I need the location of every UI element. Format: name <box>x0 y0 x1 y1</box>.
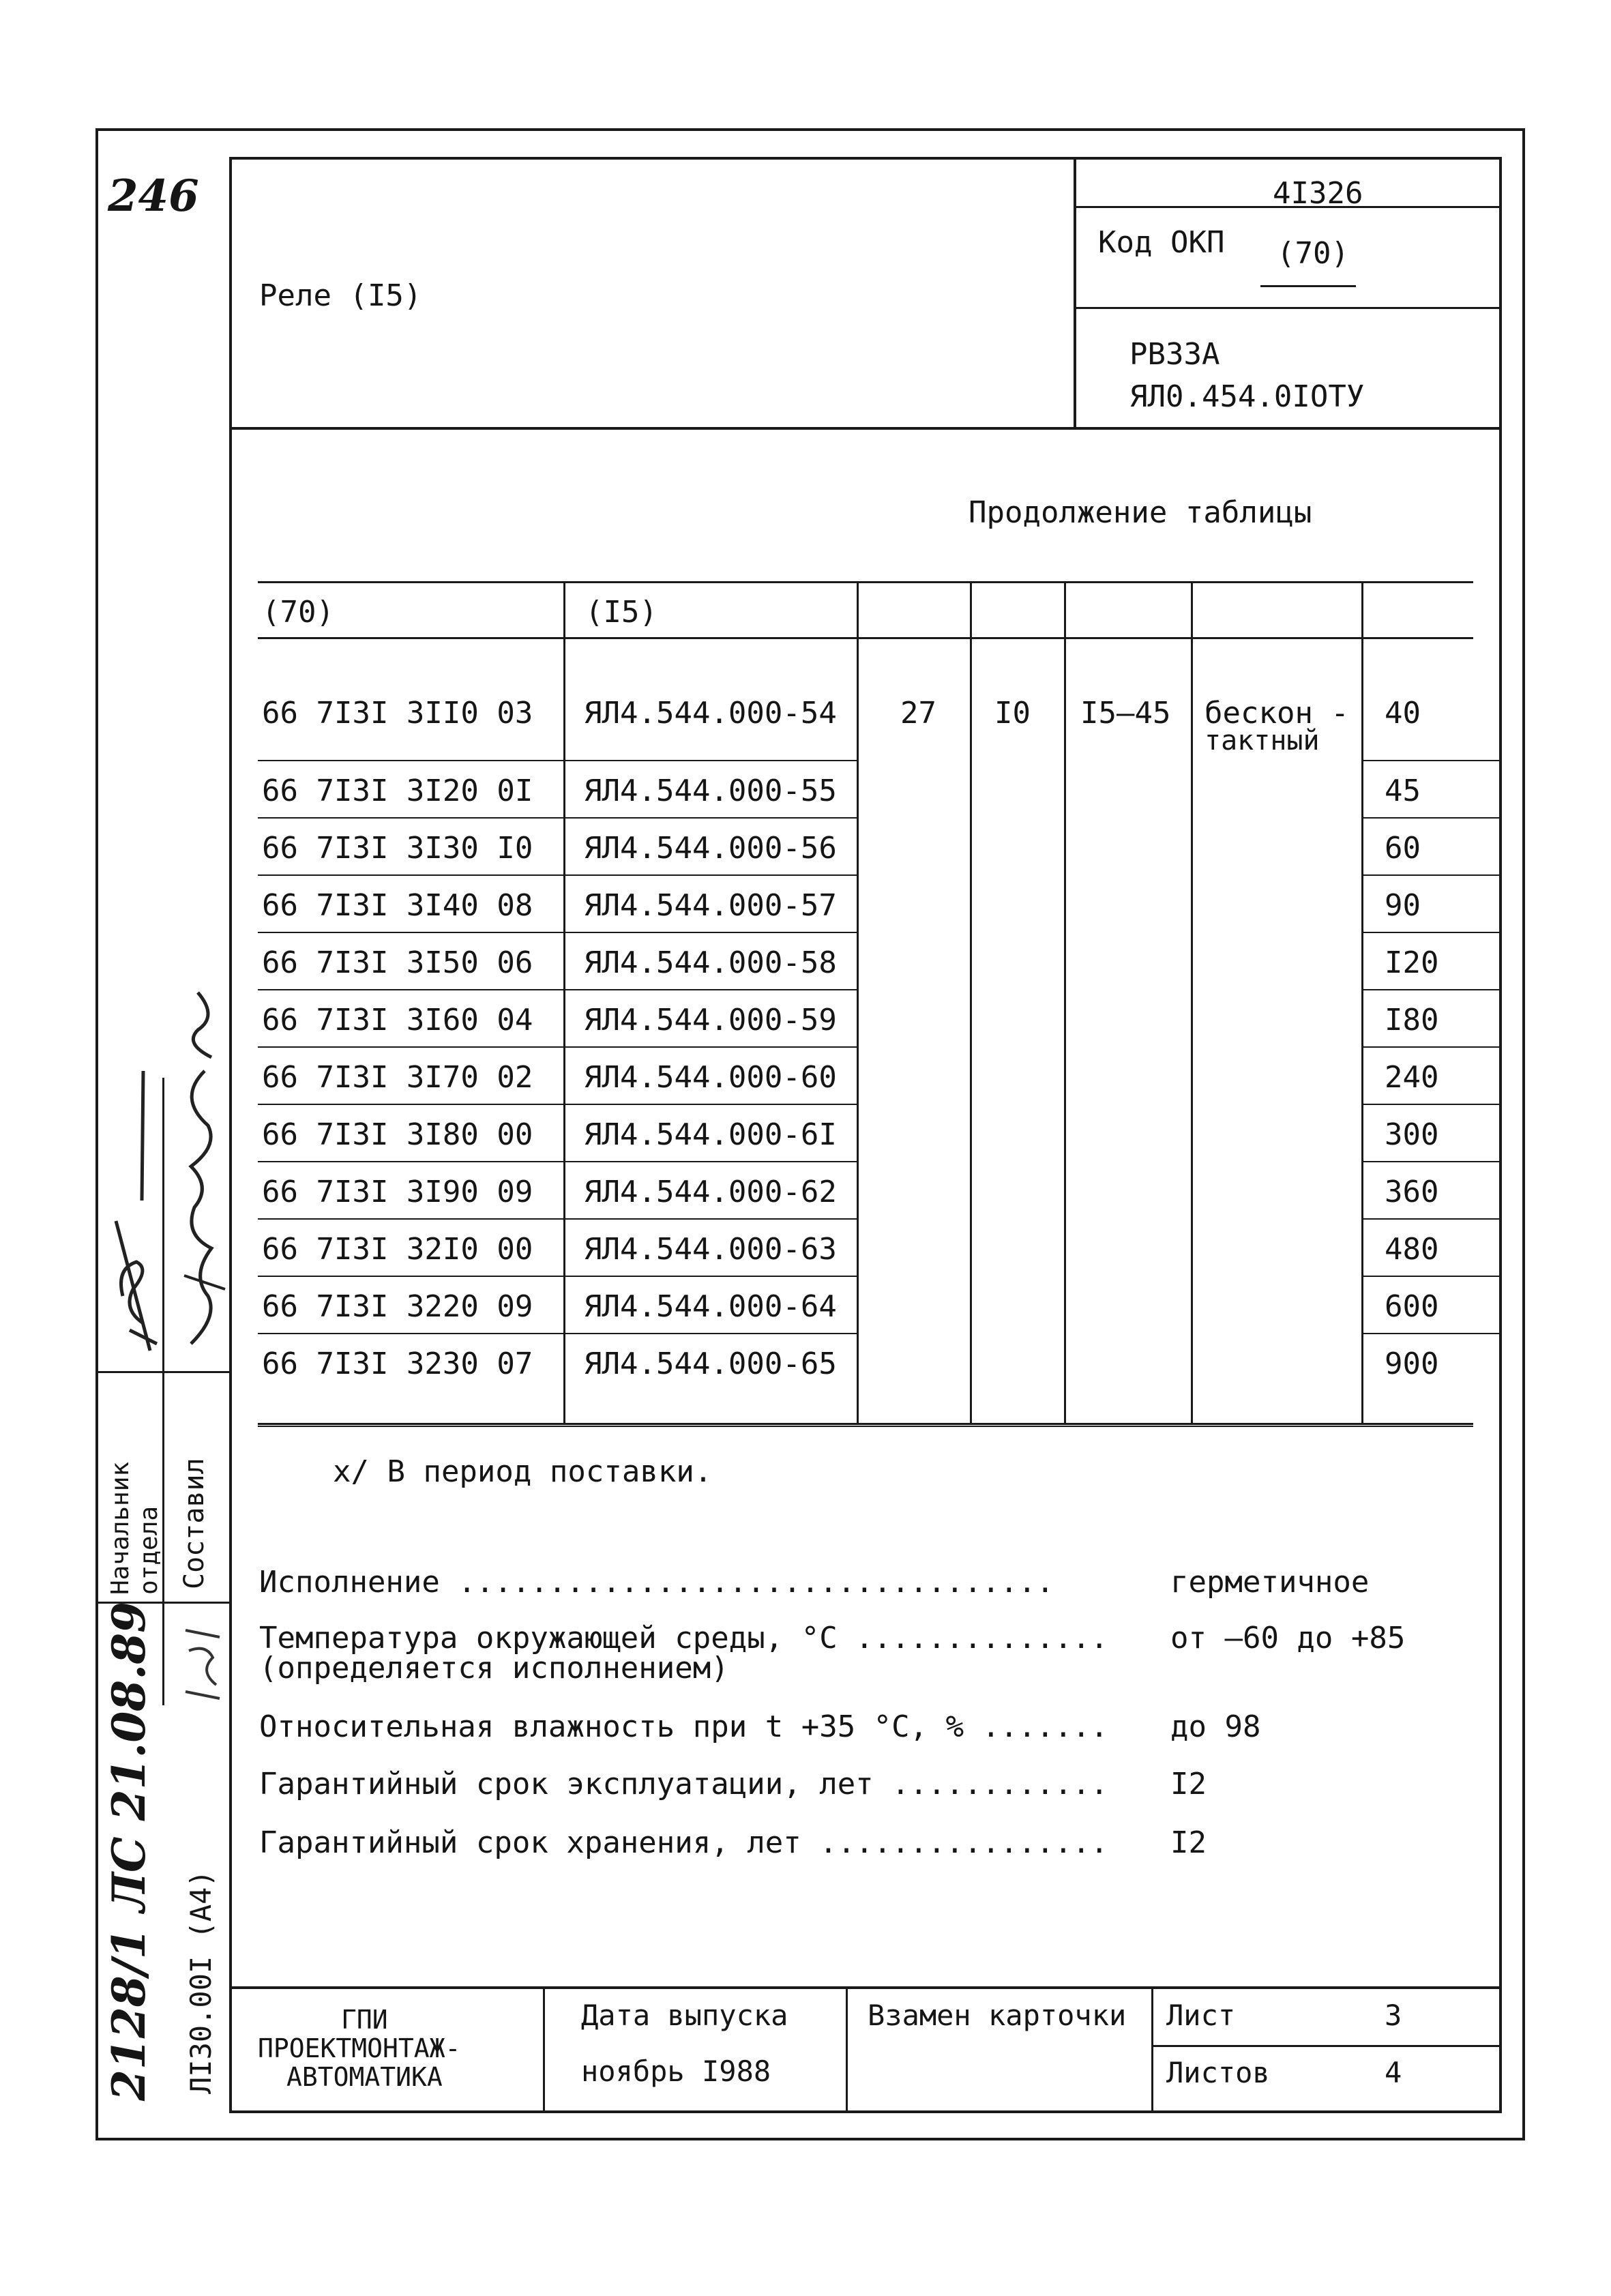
header-okp-class-underline <box>1260 285 1356 287</box>
okp-class: (70) <box>1277 236 1349 271</box>
row-designation: ЯЛ4.544.000-65 <box>584 1346 837 1381</box>
spec-label: Температура окружающей среды, °С .............. <box>259 1621 1109 1655</box>
footer-div-1 <box>543 1986 545 2112</box>
row-value: I80 <box>1385 1003 1439 1037</box>
spec-note: (определяется исполнением) <box>259 1651 729 1686</box>
row-code: 66 7I3I 3I50 06 <box>262 945 533 980</box>
sheets-label: Листов <box>1166 2056 1270 2089</box>
row-divider <box>258 874 858 876</box>
row-designation: ЯЛ4.544.000-54 <box>584 696 837 731</box>
row-value: 600 <box>1385 1289 1439 1324</box>
col-header-15: (I5) <box>585 595 657 630</box>
value-row-divider <box>1363 932 1499 933</box>
row-divider <box>258 1104 858 1105</box>
org-line-2: ПРОЕКТМОНТАЖ- <box>258 2033 461 2063</box>
footer-sheet-divider <box>1151 2045 1501 2047</box>
inner-bottom <box>229 2110 1502 2113</box>
spec-value: герметичное <box>1170 1565 1370 1600</box>
footnote: x/ В период поставки. <box>333 1454 713 1489</box>
row-divider <box>258 932 858 933</box>
inner-right <box>1499 157 1502 2113</box>
row-divider <box>258 817 858 819</box>
form-code: ЛI30.00I (А4) <box>184 1870 218 2094</box>
footer-div-2 <box>846 1986 848 2112</box>
product-title: Реле (I5) <box>259 278 422 313</box>
value-row-divider <box>1363 760 1499 761</box>
value-row-divider <box>1363 1046 1499 1048</box>
row-designation: ЯЛ4.544.000-58 <box>584 945 837 980</box>
row-code: 66 7I3I 3I20 0I <box>262 774 533 808</box>
side-box-top <box>95 1371 229 1373</box>
row-value: 40 <box>1385 696 1421 731</box>
issue-date-label: Дата выпуска <box>581 1999 788 2032</box>
row-code: 66 7I3I 3I80 00 <box>262 1117 533 1152</box>
row-designation: ЯЛ4.544.000-57 <box>584 888 837 923</box>
spec-label: Относительная влажность при t +35 °С, % ....... <box>259 1709 1109 1744</box>
col-line-6 <box>1361 581 1363 1424</box>
header-vertical-divider <box>1074 157 1076 428</box>
row-value: 900 <box>1385 1346 1439 1381</box>
compiled-by-label: Составил <box>179 1458 210 1589</box>
row-value: 60 <box>1385 831 1421 866</box>
row-designation: ЯЛ4.544.000-6I <box>584 1117 837 1152</box>
row-designation: ЯЛ4.544.000-60 <box>584 1060 837 1095</box>
row-divider <box>258 1161 858 1162</box>
shared-value-c3: 27 <box>900 696 936 731</box>
row-code: 66 7I3I 3I60 04 <box>262 1003 533 1037</box>
inner-top <box>229 157 1502 160</box>
frame-left <box>95 128 98 2140</box>
replaces-card-label: Взамен карточки <box>868 1999 1127 2032</box>
shared-value-c6-line2: тактный <box>1204 725 1320 756</box>
spec-value: до 98 <box>1170 1709 1261 1744</box>
col-line-3 <box>970 581 972 1424</box>
row-value: 300 <box>1385 1117 1439 1152</box>
row-code: 66 7I3I 3II0 03 <box>262 696 533 731</box>
handwritten-stamp: 2128/1 ЛС 21.08.89 <box>102 1601 156 2101</box>
spec-label: Исполнение ................................. <box>259 1565 1054 1600</box>
spec-value: I2 <box>1170 1767 1207 1801</box>
col-line-5 <box>1191 581 1193 1424</box>
shared-value-c5: I5–45 <box>1080 696 1171 731</box>
row-value: I20 <box>1385 945 1439 980</box>
row-designation: ЯЛ4.544.000-64 <box>584 1289 837 1324</box>
row-divider <box>258 1333 858 1334</box>
sheet-value: 3 <box>1385 1999 1402 2032</box>
value-row-divider <box>1363 1161 1499 1162</box>
row-value: 360 <box>1385 1175 1439 1209</box>
row-value: 90 <box>1385 888 1421 923</box>
row-value: 480 <box>1385 1232 1439 1267</box>
shared-value-c6-line1: бескон - <box>1204 696 1349 731</box>
spec-value: I2 <box>1170 1825 1207 1860</box>
row-divider <box>258 1218 858 1220</box>
sheets-value: 4 <box>1385 2056 1402 2089</box>
row-designation: ЯЛ4.544.000-56 <box>584 831 837 866</box>
value-row-divider <box>1363 1218 1499 1220</box>
row-value: 240 <box>1385 1060 1439 1095</box>
value-row-divider <box>1363 1104 1499 1105</box>
signature-small <box>179 1617 226 1712</box>
signature-compiler <box>171 989 232 1364</box>
row-code: 66 7I3I 32I0 00 <box>262 1232 533 1267</box>
col-line-2 <box>857 581 859 1424</box>
col-line-1 <box>563 581 565 1424</box>
table-top-rule <box>258 581 1473 583</box>
col-header-70: (70) <box>262 595 334 630</box>
frame-right <box>1522 128 1525 2140</box>
signature-head <box>102 1064 164 1364</box>
value-row-divider <box>1363 874 1499 876</box>
col-line-4 <box>1064 581 1066 1424</box>
row-code: 66 7I3I 3220 09 <box>262 1289 533 1324</box>
header-bottom-line <box>229 427 1502 430</box>
spec-number: ЯЛ0.454.0IОТУ <box>1129 379 1365 414</box>
table-caption: Продолжение таблицы <box>969 495 1312 530</box>
value-row-divider <box>1363 989 1499 990</box>
row-code: 66 7I3I 3I40 08 <box>262 888 533 923</box>
spec-label: Гарантийный срок эксплуатации, лет ............ <box>259 1767 1109 1801</box>
header-okp-box-bottom <box>1075 307 1501 309</box>
frame-top <box>95 128 1525 131</box>
head-of-department-label: Начальник отдела <box>106 1461 163 1595</box>
row-designation: ЯЛ4.544.000-63 <box>584 1232 837 1267</box>
value-row-divider <box>1363 817 1499 819</box>
org-line-1: ГПИ <box>341 2005 388 2035</box>
row-divider <box>258 760 858 761</box>
footer-top <box>229 1986 1502 1989</box>
spec-value: от –60 до +85 <box>1170 1621 1406 1655</box>
issue-date: ноябрь I988 <box>581 2055 771 2088</box>
row-divider <box>258 1046 858 1048</box>
footer-div-3 <box>1151 1986 1153 2112</box>
handwritten-page-number: 246 <box>108 171 199 222</box>
row-divider <box>258 1276 858 1277</box>
row-designation: ЯЛ4.544.000-59 <box>584 1003 837 1037</box>
table-header-rule <box>258 637 1473 639</box>
spec-label: Гарантийный срок хранения, лет ................ <box>259 1825 1109 1860</box>
table-footnote-rule <box>258 1426 1473 1427</box>
row-designation: ЯЛ4.544.000-55 <box>584 774 837 808</box>
row-designation: ЯЛ4.544.000-62 <box>584 1175 837 1209</box>
row-code: 66 7I3I 3I90 09 <box>262 1175 533 1209</box>
okp-label: Код ОКП <box>1098 225 1225 260</box>
frame-bottom <box>95 2138 1525 2140</box>
sheet-label: Лист <box>1166 1999 1236 2032</box>
row-divider <box>258 989 858 990</box>
manufacturer: РВЗЗА <box>1129 337 1220 372</box>
okp-code: 4I326 <box>1273 176 1363 211</box>
row-value: 45 <box>1385 774 1421 808</box>
row-code: 66 7I3I 3230 07 <box>262 1346 533 1381</box>
table-bottom-rule <box>258 1423 1473 1425</box>
row-code: 66 7I3I 3I70 02 <box>262 1060 533 1095</box>
row-code: 66 7I3I 3I30 I0 <box>262 831 533 866</box>
shared-value-c4: I0 <box>994 696 1031 731</box>
org-line-3: АВТОМАТИКА <box>286 2062 443 2092</box>
value-row-divider <box>1363 1276 1499 1277</box>
value-row-divider <box>1363 1333 1499 1334</box>
